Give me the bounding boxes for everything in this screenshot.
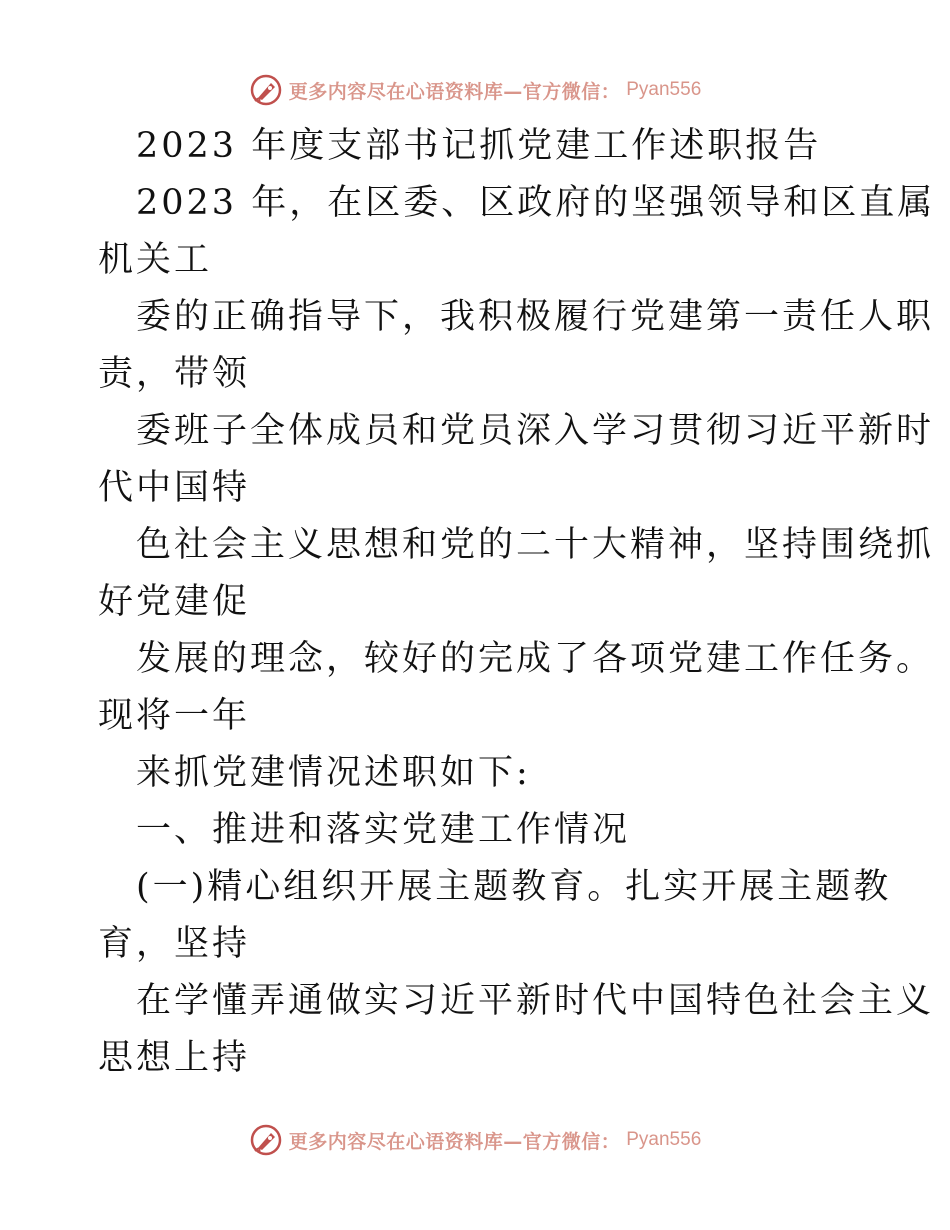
paragraph-line: 色社会主义思想和党的二十大精神，坚持围绕抓 [136,525,935,565]
paragraph-line: 现将一年 [98,696,251,736]
paragraph-line: 思想上持 [98,1038,251,1078]
banner-wechat-id: Pyan556 [626,1129,702,1150]
paragraph-line: 机关工 [98,240,213,280]
paragraph-line: 来抓党建情况述职如下: [136,753,531,793]
paragraph-line: 委的正确指导下，我积极履行党建第一责任人职 [136,297,935,337]
pen-nib-logo-icon [249,1123,283,1157]
paragraph-line: 代中国特 [98,468,251,508]
banner-wechat-id: Pyan556 [626,79,702,100]
document-body [98,118,936,1087]
paragraph-line: 育，坚持 [98,924,251,964]
paragraph-line: 2023 年，在区委、区政府的坚强领导和区直属 [136,183,936,223]
footer-watermark-banner [0,1120,950,1160]
pen-nib-logo-icon [249,73,283,107]
banner-text: 更多内容尽在心语资料库—官方微信： [288,1130,621,1153]
paragraph-line: 委班子全体成员和党员深入学习贯彻习近平新时 [136,411,935,451]
header-watermark-banner [0,70,950,110]
paragraph-line: 发展的理念，较好的完成了各项党建工作任务。 [136,639,935,679]
subsection-heading: (一)精心组织开展主题教育。扎实开展主题教 [136,867,892,907]
paragraph-line: 责，带领 [98,354,251,394]
banner-text: 更多内容尽在心语资料库—官方微信： [288,80,621,103]
document-title: 2023 年度支部书记抓党建工作述职报告 [136,126,822,166]
section-heading: 一、推进和落实党建工作情况 [136,810,631,850]
paragraph-line: 在学懂弄通做实习近平新时代中国特色社会主义 [136,981,935,1021]
paragraph-line: 好党建促 [98,582,251,622]
